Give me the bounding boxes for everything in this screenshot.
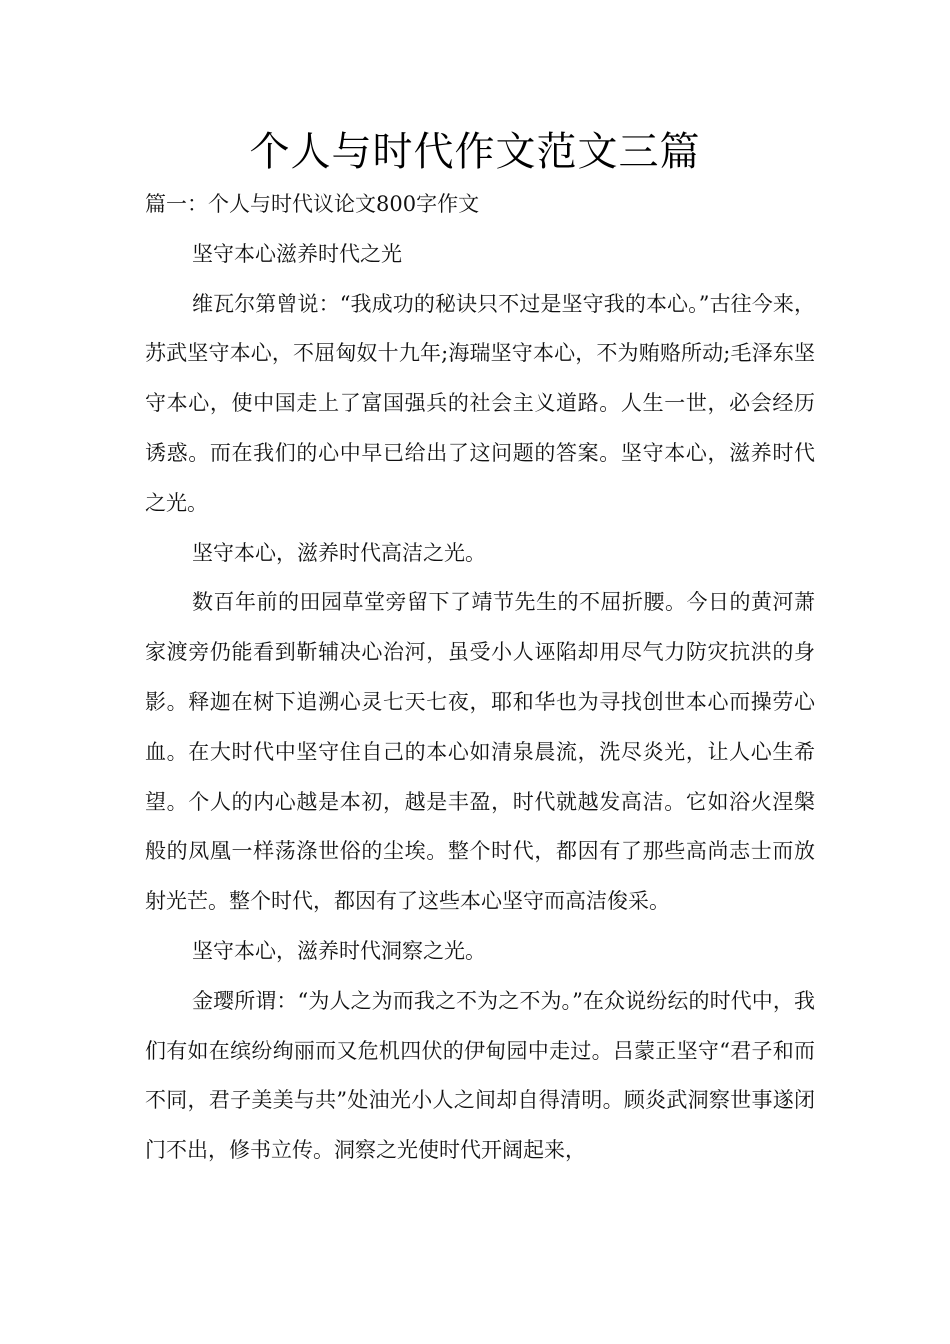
body-paragraph: 金璎所谓：“为人之为而我之不为之不为。”在众说纷纭的时代中，我们有如在缤纷绚丽而又危机四伏的伊甸园中走过。吕蒙正坚守“君子和而不同，君子美美与共”处油光小人之间却自得清明。顾炎武洞察世事遂闭门不出，修书立传。洞察之光使时代开阔起来，	[145, 988, 815, 1163]
essay-subtitle: 坚守本心滋养时代之光	[192, 241, 402, 266]
body-paragraph: 坚守本心，滋养时代高洁之光。	[192, 540, 486, 565]
body-paragraph: 坚守本心，滋养时代洞察之光。	[192, 938, 486, 963]
document-body	[145, 180, 815, 1176]
document-title: 个人与时代作文范文三篇	[249, 129, 701, 175]
section-heading: 篇一：个人与时代议论文800字作文	[145, 192, 480, 216]
body-paragraph: 维瓦尔第曾说：“我成功的秘诀只不过是坚守我的本心。”古往今来，苏武坚守本心，不屈匈奴十九年;海瑞坚守本心，不为贿赂所动;毛泽东坚守本心，使中国走上了富国强兵的社会主义道路。人生一世，必会经历诱惑。而在我们的心中早已给出了这问题的答案。坚守本心，滋养时代之光。	[145, 291, 815, 515]
body-paragraph: 数百年前的田园草堂旁留下了靖节先生的不屈折腰。今日的黄河萧家渡旁仍能看到靳辅决心治河，虽受小人诬陷却用尽气力防灾抗洪的身影。释迦在树下追溯心灵七天七夜，耶和华也为寻找创世本心而操劳心血。在大时代中坚守住自己的本心如清泉晨流，洗尽炎光，让人心生希望。个人的内心越是本初，越是丰盈，时代就越发高洁。它如浴火涅槃般的凤凰一样荡涤世俗的尘埃。整个时代，都因有了那些高尚志士而放射光芒。整个时代，都因有了这些本心坚守而高洁俊采。	[145, 590, 815, 914]
